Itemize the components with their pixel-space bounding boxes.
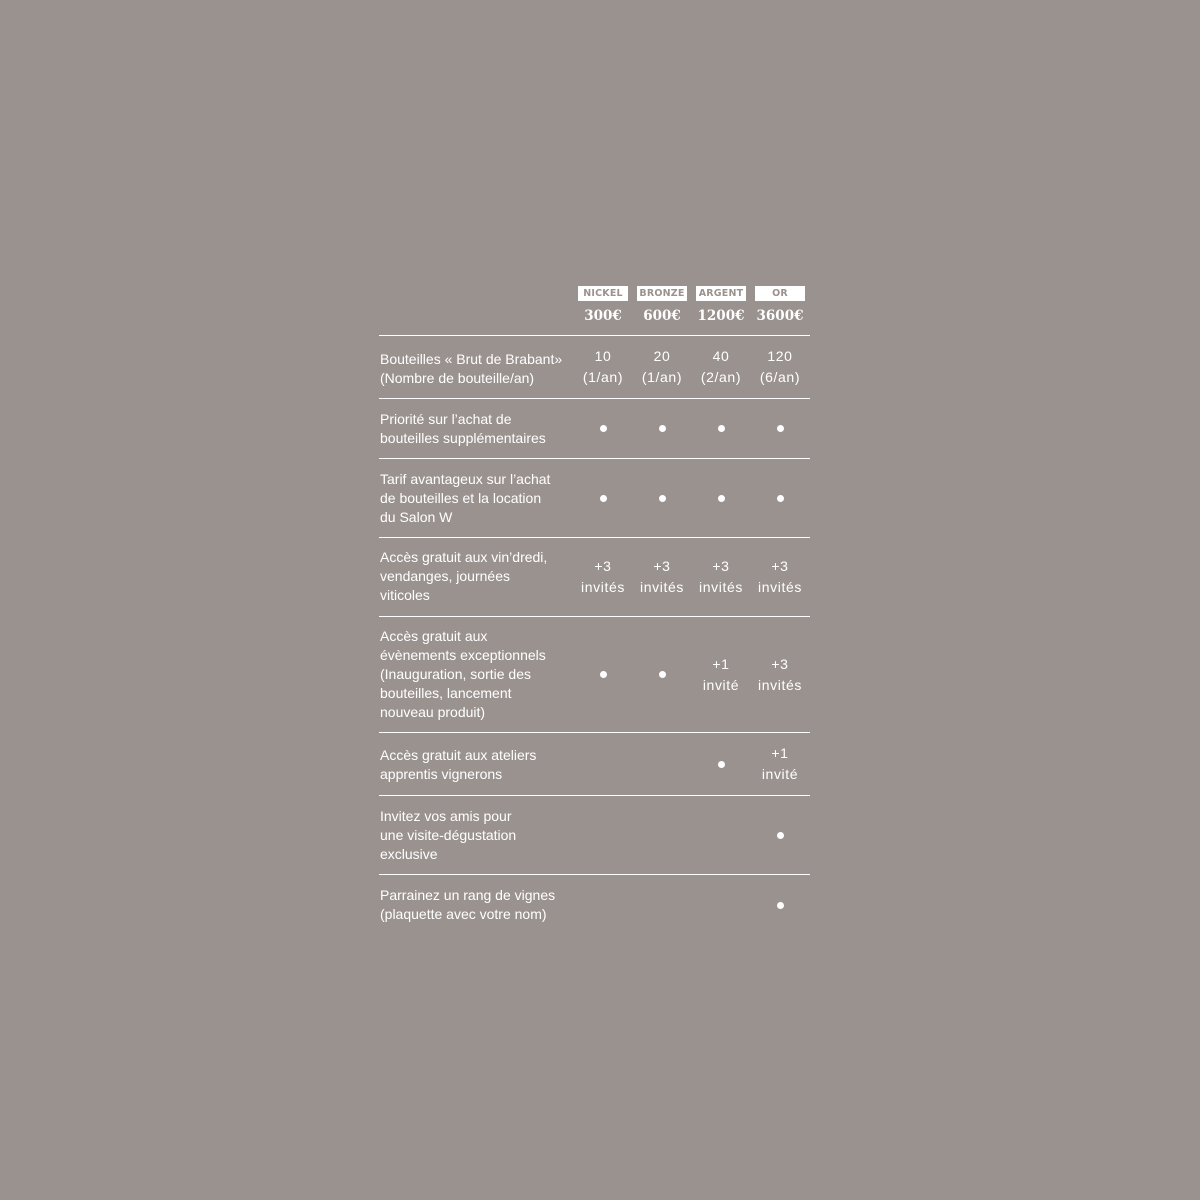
table-row [379,733,810,796]
included-dot-icon [718,761,725,768]
included-dot-icon [600,495,607,502]
included-dot-icon [777,902,784,909]
row-label: Priorité sur l’achat de bouteilles supplémentaires [380,411,546,446]
table-cell: +1 invité [702,655,740,693]
table-row [379,796,810,875]
row-label: Tarif avantageux sur l’achat de bouteilles et la location du Salon W [380,471,551,525]
table-row [379,459,810,538]
table-cell [634,399,690,458]
table-cell [693,459,749,537]
tier-argent [696,286,746,324]
table-row [379,336,810,399]
table-cell [575,617,631,732]
included-dot-icon [777,495,784,502]
row-label: Accès gratuit aux évènements exceptionnels (Inauguration, sortie des bouteilles, lancement nouveau produit) [380,628,546,720]
membership-table [379,286,810,935]
table-cell [752,459,808,537]
tier-badge: BRONZE [637,286,687,301]
included-dot-icon [718,495,725,502]
table-cell [634,875,690,935]
tier-or [755,286,805,324]
table-cell [693,399,749,458]
tier-price: 3600€ [756,308,804,324]
included-dot-icon [777,832,784,839]
table-cell: 120 (6/an) [759,348,801,385]
tier-badge: NICKEL [578,286,628,301]
included-dot-icon [718,425,725,432]
table-cell: +3 invités [758,558,802,595]
table-row [379,875,810,935]
table-cell [634,459,690,537]
included-dot-icon [777,425,784,432]
tier-price: 1200€ [697,308,745,324]
table-cell: 40 (2/an) [700,348,742,385]
tier-price: 300€ [584,308,622,324]
tier-bronze [637,286,687,324]
row-label: Bouteilles « Brut de Brabant» (Nombre de bouteille/an) [380,351,563,386]
table-cell: 10 (1/an) [582,348,624,385]
included-dot-icon [659,495,666,502]
table-cell: +3 invités [640,558,684,595]
table-row [379,399,810,459]
tier-price: 600€ [643,308,681,324]
tier-badge: OR [755,286,805,301]
table-cell [752,399,808,458]
included-dot-icon [600,425,607,432]
table-cell [752,796,808,874]
included-dot-icon [600,671,607,678]
table-cell [693,796,749,874]
table-cell: +3 invités [699,558,743,595]
tier-badge: ARGENT [696,286,746,301]
table-cell [575,733,631,795]
table-cell: +1 invité [761,745,799,782]
table-cell [693,733,749,795]
table-cell [575,796,631,874]
table-cell: +3 invités [758,655,802,693]
table-cell [752,875,808,935]
table-row [379,538,810,617]
table-cell: 20 (1/an) [641,348,683,385]
included-dot-icon [659,425,666,432]
row-label: Accès gratuit aux ateliers apprentis vignerons [380,747,537,782]
table-cell [693,875,749,935]
row-label: Parrainez un rang de vignes (plaquette avec votre nom) [380,887,556,922]
table-cell [634,617,690,732]
tier-nickel [578,286,628,324]
row-label: Invitez vos amis pour une visite-dégustation exclusive [380,808,517,862]
table-cell [575,399,631,458]
table-header [379,286,810,336]
table-cell [575,875,631,935]
table-cell: +3 invités [581,558,625,595]
table-row [379,617,810,733]
table-cell [634,796,690,874]
table-cell [634,733,690,795]
row-label: Accès gratuit aux vin’dredi, vendanges, journées viticoles [380,549,548,603]
table-cell [575,459,631,537]
included-dot-icon [659,671,666,678]
